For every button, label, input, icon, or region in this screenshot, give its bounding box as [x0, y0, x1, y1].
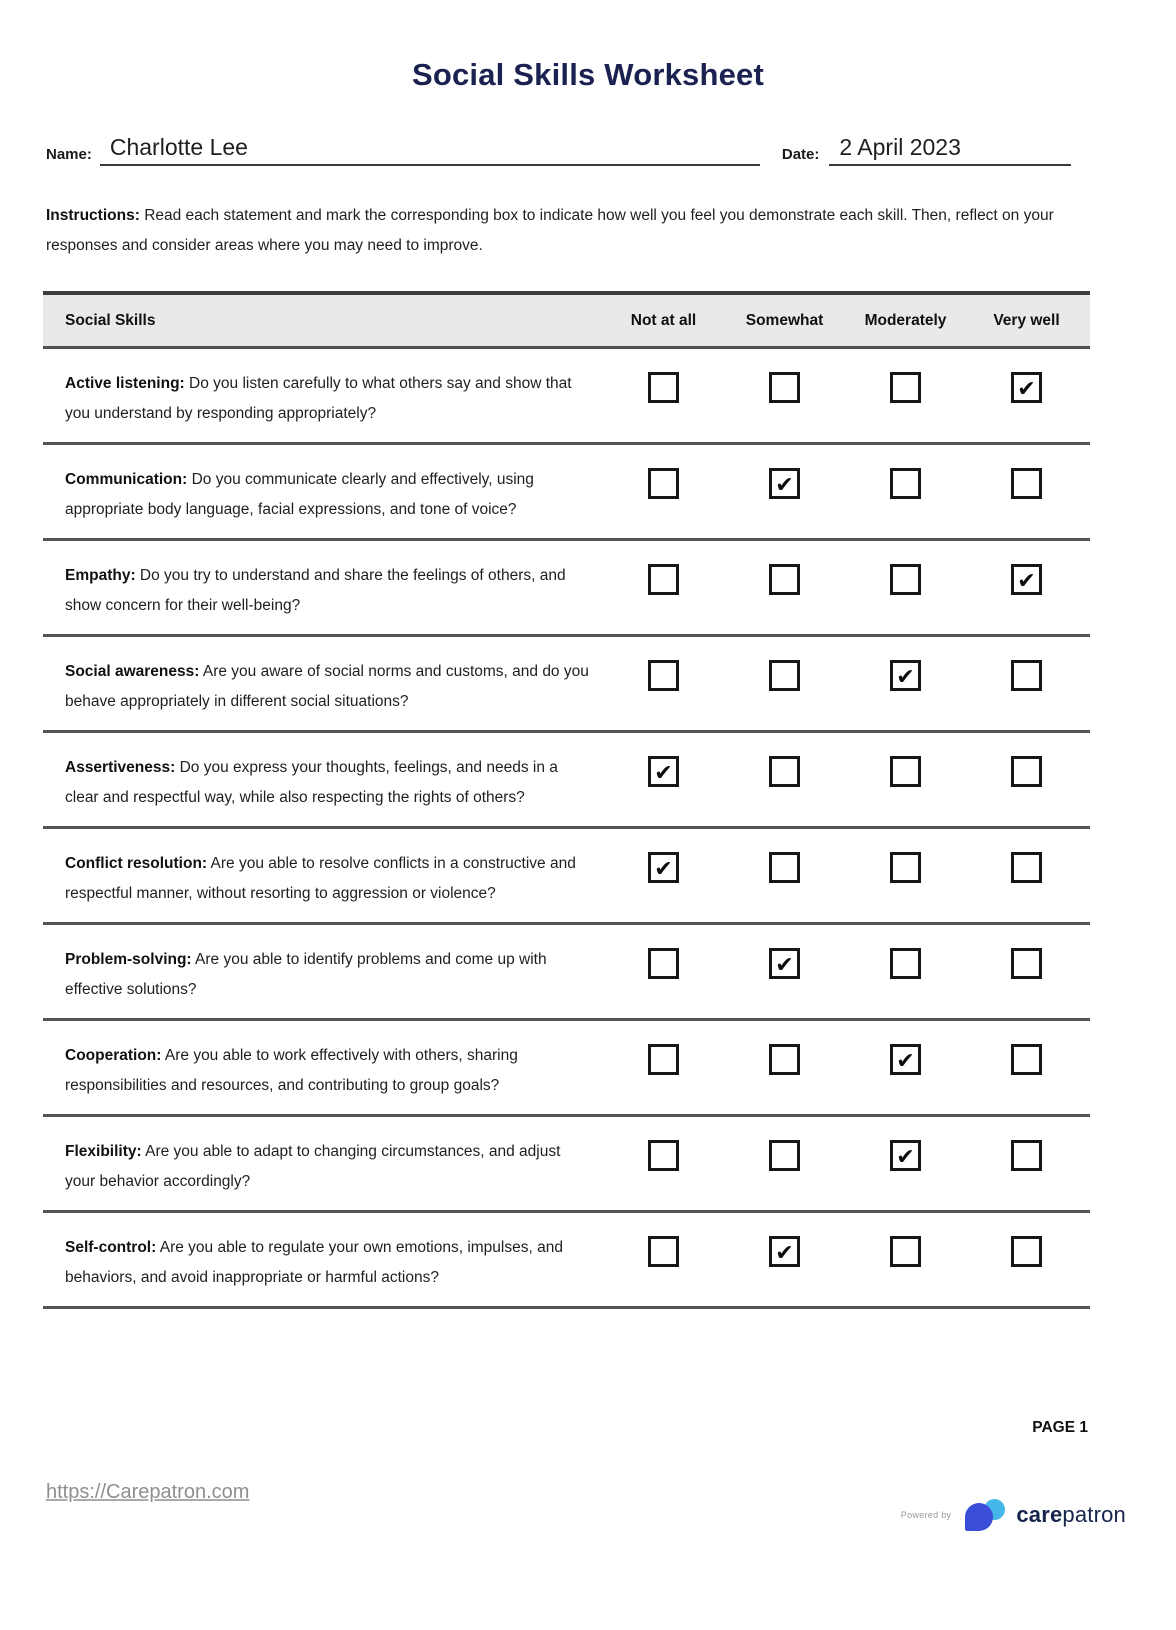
skill-description: Problem-solving: Are you able to identify problems and come up with effective solutions?: [65, 951, 547, 998]
logo-bubble-dark: [965, 1503, 993, 1531]
column-header: Very well: [993, 311, 1060, 329]
checkbox[interactable]: [1011, 1236, 1042, 1267]
column-header: Somewhat: [745, 311, 824, 329]
check-icon: ✔: [896, 663, 915, 689]
checkbox-cell: [724, 1041, 845, 1075]
table-header-skills: Social Skills: [65, 311, 156, 329]
check-icon: ✔: [896, 1143, 915, 1169]
checkbox-checked[interactable]: [890, 1140, 921, 1171]
checkbox-cell: [966, 1233, 1087, 1267]
checkbox-cell: [966, 369, 1087, 403]
checkbox[interactable]: [890, 564, 921, 595]
checkbox-checked[interactable]: [769, 468, 800, 499]
checkbox[interactable]: [890, 948, 921, 979]
check-icon: ✔: [775, 951, 794, 977]
checkbox-cell: [724, 657, 845, 691]
checkbox-cell: [603, 561, 724, 595]
checkbox-checked[interactable]: [1011, 564, 1042, 595]
table-row: [43, 541, 1090, 637]
checkbox-cell: [845, 561, 966, 595]
checkbox[interactable]: [648, 948, 679, 979]
checkbox[interactable]: [769, 1140, 800, 1171]
check-icon: ✔: [1017, 567, 1036, 593]
checkbox-cell: [966, 465, 1087, 499]
skill-name: Flexibility:: [65, 1143, 142, 1160]
skill-name: Communication:: [65, 471, 188, 488]
checkbox[interactable]: [769, 372, 800, 403]
table-row: [43, 349, 1090, 445]
checkbox[interactable]: [1011, 660, 1042, 691]
checkbox[interactable]: [769, 756, 800, 787]
checkbox[interactable]: [648, 564, 679, 595]
checkbox-cell: [603, 1137, 724, 1171]
name-date-row: [46, 122, 1130, 166]
checkbox-cell: [724, 753, 845, 787]
checkbox-cell: [845, 1137, 966, 1171]
checkbox-cell: [845, 849, 966, 883]
skill-description: Self-control: Are you able to regulate your own emotions, impulses, and behaviors, and avoid inappropriate or harmful actions?: [65, 1239, 563, 1286]
carepatron-link[interactable]: https://Carepatron.com: [46, 1481, 250, 1503]
table-row: [43, 733, 1090, 829]
skill-name: Conflict resolution:: [65, 855, 208, 872]
name-label: Name:: [46, 146, 92, 163]
table-row: [43, 1213, 1090, 1309]
check-icon: ✔: [896, 1047, 915, 1073]
checkbox[interactable]: [890, 852, 921, 883]
skill-description: Flexibility: Are you able to adapt to changing circumstances, and adjust your behavior accordingly?: [65, 1143, 561, 1190]
table-row: [43, 925, 1090, 1021]
column-header: Moderately: [864, 311, 947, 329]
skill-description: Social awareness: Are you aware of social norms and customs, and do you behave appropriately in different social situations?: [65, 663, 589, 710]
column-headers: [603, 312, 1087, 330]
checkbox[interactable]: [890, 756, 921, 787]
checkbox-cell: [966, 1137, 1087, 1171]
checkbox-cell: [603, 1233, 724, 1267]
skills-table: [43, 291, 1090, 1309]
checkbox-cell: [724, 561, 845, 595]
column-header: Not at all: [630, 311, 697, 329]
instructions-body: Read each statement and mark the corresponding box to indicate how well you feel you demonstrate each skill. Then, reflect on your responses and consider areas where you may need to improve.: [46, 207, 1054, 254]
page-number: PAGE 1: [1032, 1419, 1088, 1436]
name-field[interactable]: Charlotte Lee: [100, 134, 760, 166]
wordmark-care: care: [1016, 1502, 1063, 1527]
date-field[interactable]: 2 April 2023: [829, 134, 1071, 166]
powered-by-label: Powered by: [900, 1510, 952, 1520]
checkbox[interactable]: [648, 468, 679, 499]
checkbox-checked[interactable]: [890, 660, 921, 691]
checkbox[interactable]: [1011, 468, 1042, 499]
checkbox[interactable]: [1011, 756, 1042, 787]
date-label: Date:: [781, 146, 820, 163]
checkbox-checked[interactable]: [890, 1044, 921, 1075]
checkbox-cell: [845, 1233, 966, 1267]
checkbox-cell: [724, 945, 845, 979]
checkbox-cell: [845, 657, 966, 691]
checkbox[interactable]: [648, 1236, 679, 1267]
skill-description: Assertiveness: Do you express your thoughts, feelings, and needs in a clear and respectful way, while also respecting the rights of others?: [65, 759, 558, 806]
skill-name: Problem-solving:: [65, 951, 192, 968]
checkbox-checked[interactable]: [769, 1236, 800, 1267]
table-header-row: [43, 291, 1090, 349]
skill-name: Empathy:: [65, 567, 136, 584]
check-icon: ✔: [775, 1239, 794, 1265]
skill-name: Cooperation:: [65, 1047, 162, 1064]
check-icon: ✔: [1017, 375, 1036, 401]
check-icon: ✔: [654, 855, 673, 881]
checkbox-checked[interactable]: [769, 948, 800, 979]
checkbox-cell: [603, 945, 724, 979]
checkbox-cell: [603, 753, 724, 787]
checkbox[interactable]: [890, 468, 921, 499]
checkbox[interactable]: [769, 1044, 800, 1075]
table-row: [43, 1117, 1090, 1213]
checkbox[interactable]: [890, 372, 921, 403]
checkbox-cell: [966, 1041, 1087, 1075]
checkbox[interactable]: [1011, 1140, 1042, 1171]
checkbox-cell: [724, 849, 845, 883]
checkbox-cell: [845, 945, 966, 979]
skill-name: Active listening:: [65, 375, 185, 392]
skill-description: Communication: Do you communicate clearly and effectively, using appropriate body language, facial expressions, and tone of voice?: [65, 471, 534, 518]
instructions-text: [46, 201, 1058, 261]
table-row: [43, 445, 1090, 541]
checkbox-cell: [603, 369, 724, 403]
checkbox-cell: [845, 369, 966, 403]
checkbox[interactable]: [648, 1044, 679, 1075]
skill-name: Self-control:: [65, 1239, 157, 1256]
checkbox-cell: [724, 1137, 845, 1171]
skill-name: Social awareness:: [65, 663, 200, 680]
check-icon: ✔: [775, 471, 794, 497]
checkbox-cell: [603, 849, 724, 883]
checkbox-cell: [724, 465, 845, 499]
checkbox-cell: [966, 849, 1087, 883]
powered-by-block: [901, 1496, 1126, 1534]
page-title: Social Skills Worksheet: [411, 57, 765, 92]
checkbox-cell: [845, 465, 966, 499]
carepatron-logo-icon: [965, 1496, 1009, 1534]
skill-name: Assertiveness:: [65, 759, 176, 776]
checkbox-checked[interactable]: [648, 756, 679, 787]
checkbox-cell: [603, 1041, 724, 1075]
table-row: [43, 637, 1090, 733]
checkbox-cell: [724, 1233, 845, 1267]
checkbox[interactable]: [769, 660, 800, 691]
checkbox[interactable]: [648, 372, 679, 403]
checkbox-cell: [966, 561, 1087, 595]
checkbox[interactable]: [648, 1140, 679, 1171]
check-icon: ✔: [654, 759, 673, 785]
skill-description: Cooperation: Are you able to work effectively with others, sharing responsibilities and resources, and contributing to group goals?: [65, 1047, 518, 1094]
checkbox-cell: [845, 753, 966, 787]
checkbox-cell: [724, 369, 845, 403]
instructions-label: Instructions:: [46, 207, 140, 224]
wordmark-patron: patron: [1062, 1502, 1126, 1527]
checkbox-cell: [603, 465, 724, 499]
skill-description: Conflict resolution: Are you able to resolve conflicts in a constructive and respectful manner, without resorting to aggression or violence?: [65, 855, 576, 902]
checkbox-cell: [966, 753, 1087, 787]
checkbox[interactable]: [769, 852, 800, 883]
checkbox[interactable]: [1011, 948, 1042, 979]
skill-description: Active listening: Do you listen carefully to what others say and show that you understand by responding appropriately?: [65, 375, 572, 422]
table-row: [43, 1021, 1090, 1117]
checkbox[interactable]: [890, 1236, 921, 1267]
checkbox-checked[interactable]: [648, 852, 679, 883]
checkbox-cell: [603, 657, 724, 691]
checkbox-cell: [966, 945, 1087, 979]
table-row: [43, 829, 1090, 925]
checkbox[interactable]: [769, 564, 800, 595]
checkbox-cell: [966, 657, 1087, 691]
checkbox[interactable]: [1011, 852, 1042, 883]
table-body: [43, 349, 1090, 1309]
skill-description: Empathy: Do you try to understand and share the feelings of others, and show concern for their well-being?: [65, 567, 566, 614]
checkbox[interactable]: [648, 660, 679, 691]
checkbox-checked[interactable]: [1011, 372, 1042, 403]
checkbox-cell: [845, 1041, 966, 1075]
checkbox[interactable]: [1011, 1044, 1042, 1075]
carepatron-wordmark: [1016, 1502, 1126, 1528]
